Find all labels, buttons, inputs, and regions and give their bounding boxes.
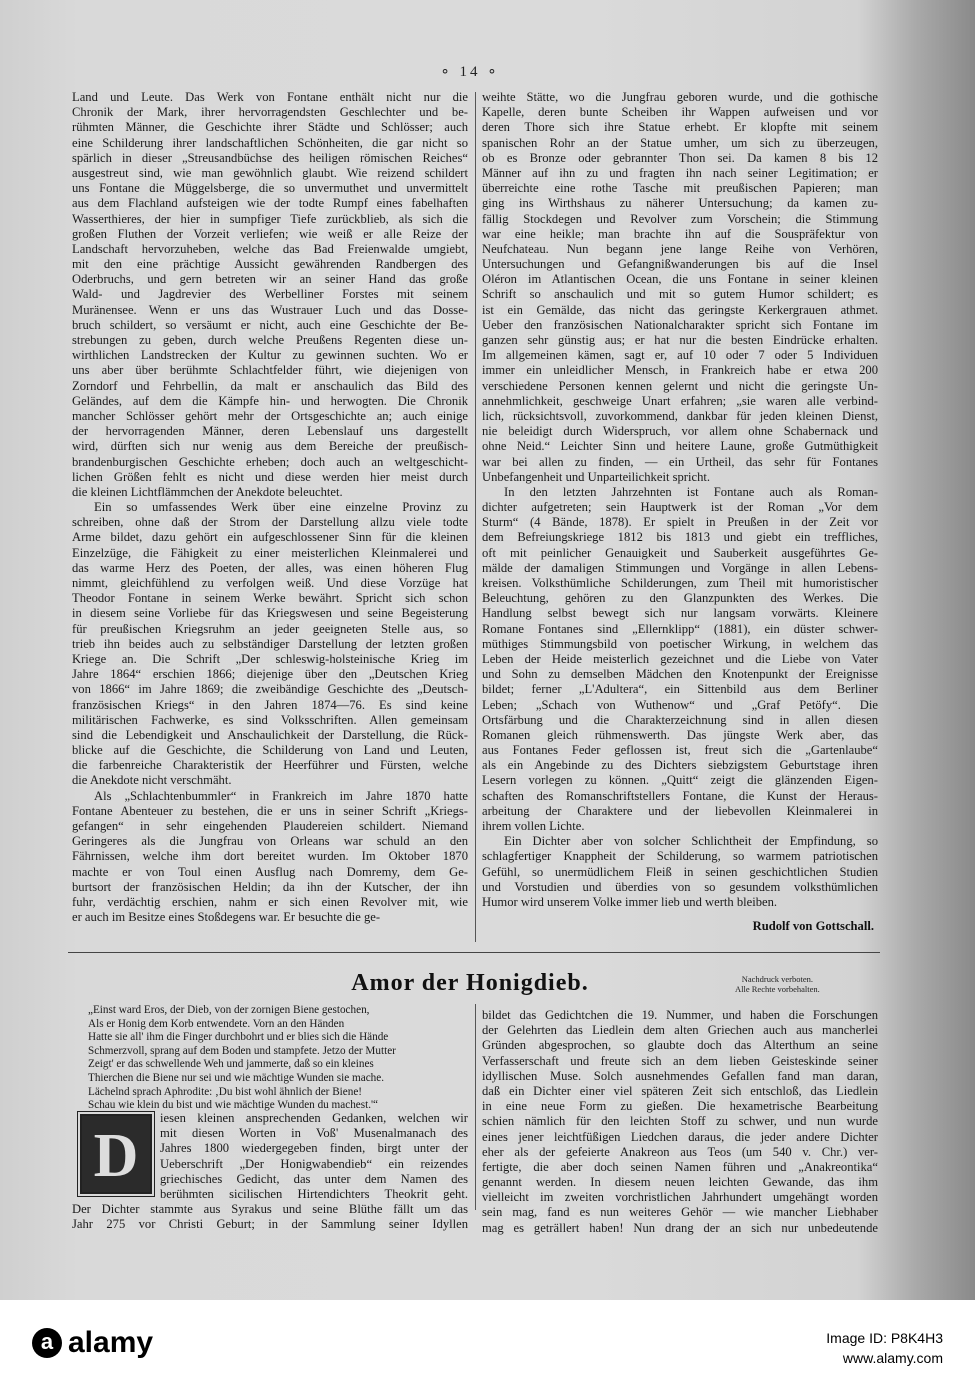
text-line: fuhr, verdächtig erschien, nahm er sich einen Revolver mit, wie (72, 894, 468, 909)
text-line: schaften des Romanschriftstellers Fontane, die Kunst der Heraus- (482, 788, 878, 803)
text-line: trieb ihn beides auch zu selbständiger Darstellung der letzten großen (72, 636, 468, 651)
poem (88, 1004, 464, 1113)
text-line: berühmten sicilischen Hirtendichters Theokrit geht. (160, 1186, 468, 1201)
notice-line: Nachdruck verboten. (741, 974, 813, 984)
text-line: Romanen gleich rühmenswerth. Das jüngste Werk aber, das (482, 727, 878, 742)
text-line: rühmten Männer, die Geschichte ihrer Städte und Schlösser; auch (72, 120, 468, 135)
column-divider (475, 92, 476, 942)
text-line: Verfasserschaft und freute sich an dem lieben Geisteskinde seiner (482, 1053, 878, 1068)
text-line: Ueberschrift „Der Honigwabendieb“ ein reizendes (160, 1156, 468, 1171)
text-line: Ortsfärbung und die Charakterzeichnung sind in allen diesen (482, 712, 878, 727)
text-line: iesen kleinen ansprechenden Gedanken, welchen wir (160, 1111, 468, 1125)
text-line: kreisen. Volksthümliche Schilderungen, zum Theil mit humoristischer (482, 576, 878, 590)
text-line: Ueber den französischen Nationalcharakter spricht sich Fontane im (482, 317, 878, 332)
text-line: nimmt, gleichfühlend zu verfolgen weiß. Und diese Vorzüge hat (72, 576, 468, 590)
text-line: Wasserthieres, der hier in sumpfiger Tiefe zurückblieb, als sich die (72, 211, 468, 226)
text-line: ausgestreut sind, wie man gewöhnlich glaubt. Wie reizend schildert (72, 165, 468, 180)
text-line: lichen Größen fehlt es nicht und diese werden hier meist durch (72, 469, 468, 484)
text-line: eine Schilderung ihrer landschaftlichen Schönheiten, die gar nicht so (72, 135, 468, 150)
text-line: bruch schildert, so versäumt er nicht, auch eine Geschichte der Be- (72, 317, 468, 332)
copyright-notice (735, 974, 820, 994)
text-line: Einzelzüge, die Fähigkeit zu einer meisterlichen Kleinmalerei und (72, 545, 468, 560)
text-line: Schrift so anschaulich und mit so gutem Humor schildert; es (482, 287, 878, 302)
text-line: mälde der damaligen Stimmungen und Vorgänge in allen Lebens- (482, 560, 878, 575)
paragraph (482, 485, 878, 834)
text-line: ihrem vollen Lichte. (482, 819, 585, 833)
text-line: eher als der gefeierte Anakreon aus Teos (um 540 v. Chr.) ver- (482, 1144, 878, 1159)
paragraph (72, 500, 468, 789)
paragraph (482, 834, 878, 910)
text-line: in diesem seine Vorliebe für das Kriegswesen und seine Begeisterung (72, 606, 468, 621)
text-line: In den letzten Jahrzehnten ist Fontane auch als Roman- (504, 484, 878, 499)
text-below-drop-cap (72, 1202, 468, 1232)
text-line: er auch im Besitze eines Stoßdegens war. Er besuchte die ge- (72, 910, 381, 925)
text-line: ist ein Gemälde, das nicht das geringste Kerkergrauen athmet. (482, 302, 878, 317)
text-line: aus Fontanes Feder geflossen ist, freut sich die „Gartenlaube“ (482, 743, 878, 758)
text-line: Hatte sie all' ihm die Finger durchbohrt und er blies sich die Hände (88, 1031, 389, 1044)
text-line: mit diesen Worten in Voß' Musenalmanach des (160, 1126, 468, 1141)
text-line: überreichte eine rothe Tasche mit preußischen Papieren; man (482, 181, 878, 196)
text-line: ohne Neid.“ Leichter Sinn und heitere Laune, große Gutmüthigkeit (482, 439, 878, 454)
text-line: war bei allen zu finden, — ein Urtheil, das sehr für Fontanes (482, 454, 878, 469)
text-line: bildet das Gedichtchen die 19. Nummer, und haben die Forschungen (482, 1008, 878, 1022)
text-line: ob es Bronze oder gebrannter Thon sei. Da kamen 8 bis 12 (482, 150, 878, 165)
text-line: Schmerzvoll, sprang auf dem Boden und stampfete. Jetzo der Mutter (88, 1044, 396, 1057)
text-line: französischen Kriegs“ in den Jahren 1874—76. Es sind keine (72, 697, 468, 712)
text-line: mancher Schlösser gehört mehr der Ortsgeschichte an; auch einige (72, 408, 468, 423)
text-line: Muränensee. Wenn er uns das Wustrauer Luch und das Dosse- (72, 302, 468, 317)
text-line: Geländes, auf dem die Kämpfe hin- und herwogten. Die Chronik (72, 393, 468, 408)
text-line: idyllischen Muse. Solch ausnehmendes Gefallen fand man daran, (482, 1068, 878, 1083)
text-line: dichter aufgetreten; sein Hauptwerk ist der Roman „Vor dem (482, 500, 878, 515)
text-line: Im allgemeinen kämen, sagt er, auf 10 oder 7 oder 5 Individuen (482, 348, 878, 363)
text-line: blicke auf die Geschichte, die Schilderung von Land und Leuten, (72, 743, 468, 758)
paragraph (72, 789, 468, 926)
text-line: Fährnissen, welche ihm dort bereitet wurden. Im Oktober 1870 (72, 849, 468, 864)
text-line: Kriege an. Die Schrift „Der schleswig-holsteinische Krieg im (72, 651, 468, 666)
text-line: Oléron im Atlantischen Ocean, die uns Fontane in seiner kleinen (482, 272, 878, 287)
text-line: wirthlichen Landstrecken der Kultur zu gewinnen suchten. Wo er (72, 348, 468, 363)
text-line: Land und Leute. Das Werk von Fontane enthält nicht nur die (72, 90, 468, 104)
text-line: der Gelehrten das Liedlein dem alten Griechen auch aus mancherlei (482, 1023, 878, 1038)
text-line: wird, dürften sich nur wenig aus dem Bereiche der preußisch- (72, 439, 468, 454)
text-line: Als er Honig dem Korb entwendete. Vorn an den Händen (88, 1017, 345, 1030)
article-right-column (482, 90, 878, 910)
logo-text: alamy (68, 1326, 154, 1359)
logo-mark-icon: a (32, 1328, 62, 1358)
text-line: Als „Schlachtenbummler“ in Frankreich im Jahre 1870 hatte (94, 788, 468, 803)
article-title: Amor der Honigdieb. (351, 970, 589, 996)
text-line: Gründen abgesprochen, so glaubte doch das Alterthum an seine (482, 1038, 878, 1053)
text-line: Lesern vorlegen zu können. „Quitt“ zeigt die glänzenden Eigen- (482, 773, 878, 788)
text-line: Zeigt' er das schwellende Weh und jammerte, daß so ein kleines (88, 1058, 374, 1071)
text-line: großen Fluthen der Vorzeit verliefen; wie weiß er alle Reize der (72, 226, 468, 241)
text-line: der hervorragenden Männer, deren Lebenslauf uns dargestellt (72, 424, 468, 439)
text-line: schlagfertiger Knappheit der Schilderung, so warmem patriotischen (482, 849, 878, 864)
text-line: die farbenreiche Charakteristik der Heerführer und Fürsten, welche (72, 758, 468, 773)
text-line: das warme Herz des Poeten, der alles, was einen höheren Flug (72, 560, 468, 575)
article2-right-column (482, 1008, 878, 1236)
text-line: sind die Lebendigkeit und Anschaulichkeit der Darstellung, die Rück- (72, 727, 468, 742)
text-line: und Vorstudien und überdies von so gesundem volksthümlichen (482, 879, 878, 894)
text-line: weihte Stätte, wo die Jungfrau geboren wurde, und die gothische (482, 90, 878, 104)
text-line: oft mit peinlicher Genauigkeit und Sauberkeit ausgeführtes Ge- (482, 545, 878, 560)
text-line: mit den eine prächtige Aussicht gewährenden Randbergen des (72, 257, 468, 272)
text-line: aus dem Flachland aufsteigen wie der todte Rumpf eines fabelhaften (72, 196, 468, 211)
text-line: sein mag, fand es nun weiteres Gehör — wie mancher Liebhaber (482, 1205, 878, 1220)
ornamental-drop-cap: D (80, 1114, 152, 1194)
text-line: als ein Angebinde zu des Dichters siebzigstem Geburtstage ihren (482, 758, 878, 773)
text-line: Neufchateau. Nun begann jene lange Reihe von Verhören, (482, 241, 878, 256)
text-line: fertigte, die aber doch seinen Namen führen und „Anakreontika“ (482, 1159, 878, 1174)
text-line: Fontane Abenteuer zu bestehen, die er uns in seiner Schrift „Kriegs- (72, 803, 468, 818)
text-line: vielleicht im zweiten vorchristlichen Jahrhundert umgehängt worden (482, 1190, 878, 1205)
text-line: spärlich in dieser „Streusandbüchse des heiligen römischen Reiches“ (72, 150, 468, 165)
text-line: in eine neue Form zu gießen. Die hexametrische Bearbeitung (482, 1099, 878, 1114)
article-left-column (72, 90, 468, 925)
text-beside-drop-cap (160, 1111, 468, 1202)
text-line: mag es geträllert haben! Nun drang der an sich nur unbedeutende (482, 1220, 878, 1235)
text-line: uns aber über berühmte Schlachtfelder führt, wie diejenigen von (72, 363, 468, 378)
text-line: die Anekdote nicht verschmäht. (72, 773, 232, 788)
notice-line: Alle Rechte vorbehalten. (735, 984, 820, 994)
text-line: die kleinen Lichtflämmchen der Anekdote beleuchtet. (72, 484, 343, 499)
text-line: Gefühl, so unermüdlichem Fleiß in seinen geschichtlichen Studien (482, 864, 878, 879)
text-line: Handlung selbst bewegt sich nur langsam vorwärts. Kleinere (482, 606, 878, 621)
text-line: Untersuchungen und Gefangnißwanderungen bis auf die Insel (482, 257, 878, 272)
text-line: Unbefangenheit und Unparteilichkeit spricht. (482, 469, 711, 484)
page-number: ∘ 14 ∘ (440, 64, 500, 80)
text-line: Leben; „Schach von Wuthenow“ und „Graf Petöfy“. Die (482, 697, 878, 712)
paragraph (72, 90, 468, 500)
text-line: militärischen Fachwerke, es sind Volksschriften. Allen gemeinsam (72, 712, 468, 727)
text-line: Schau wie klein du bist und wie mächtige Wunden du machest.'“ (88, 1099, 378, 1112)
text-line: arbeitung der Charaktere und der liebevollen Kleinmalerei in (482, 803, 878, 818)
text-line: Der Dichter stammte aus Syrakus und seine Blüthe fällt um das (72, 1202, 468, 1216)
text-line: „Einst ward Eros, der Dieb, von der zornigen Biene gestochen, (88, 1004, 370, 1016)
text-line: Romane Fontanes sind „Ellernklipp“ (1881), ein düster schwer- (482, 621, 878, 636)
text-line: immer ein unleidlicher Mensch, in Frankreich habe er etwa 200 (482, 363, 878, 378)
text-line: gefangen“ in sehr eingehenden Plaudereien schildert. Niemand (72, 819, 468, 833)
text-line: ganzen sehr günstig aus; er hat nur die besten Eindrücke erhalten. (482, 333, 878, 347)
text-line: und Sohn zu demselben Mädchen den Knotenpunkt der Ereignisse (482, 667, 878, 682)
text-line: Lächelnd sprach Aphrodite: ‚Du bist wohl ähnlich der Biene! (88, 1085, 363, 1098)
text-line: burtsort der französischen Heldin; da ihn der Kutscher, der ihn (72, 879, 468, 894)
text-line: Chronik der Mark, ihrer hervorragendsten Geschlechter und be- (72, 105, 468, 120)
text-line: lich, rücksichtsvoll, zuvorkommend, dankbar für jeden kleinen Dienst, (482, 408, 878, 423)
text-line: Geringeres als die Jungfrau von Orleans war schuld an den (72, 834, 468, 849)
text-line: eines jener leichtfüßigen Liedchen daraus, die jeder andere Dichter (482, 1129, 878, 1144)
site-url: www.alamy.com (842, 1350, 943, 1366)
text-line: dem Befreiungskriege 1812 bis 1813 und giebt ein treffliches, (482, 530, 878, 545)
text-line: Zorndorf und Fehrbellin, da malt er anschaulich das Bild des (72, 378, 468, 393)
text-line: Sturm“ (4 Bände, 1878). Er spielt in Preußen in der Zeit vor (482, 515, 878, 530)
text-line: uns Fontane die Müggelsberge, die so unvermuthet und unvermittelt (72, 181, 468, 196)
text-line: Theodor Fontane in seinem Werke bewährt. Spricht sich schon (72, 591, 468, 606)
text-line: ging ins Wirthshaus zu näherer Untersuchung; da kamen zu- (482, 196, 878, 211)
text-line: Kapelle, deren bunte Scheiben ihr Wappen aufweisen und vor (482, 105, 878, 120)
text-line: Arme bildet, dazu gehört ein aufgeschlossener Sinn für die kleinen (72, 530, 468, 545)
alamy-logo (32, 1326, 153, 1360)
text-line: deren Thore sich ihre Statue erhebt. Er klopfte mit seinem (482, 120, 878, 135)
text-line: schreiben, ohne daß der Strom der Darstellung allzu viele todte (72, 515, 468, 530)
text-line: Ein Dichter aber von solcher Schlichtheit der Empfindung, so (504, 834, 878, 849)
text-line: genannt werden. In diesem neuen leichten Gewande, das ihm (482, 1175, 878, 1190)
image-info (826, 1328, 943, 1368)
text-line: spanischen Rohr an der Statue umher, um sich zu überzeugen, (482, 135, 878, 150)
text-line: strebungen zu geben, durch welche Preußens Regenten diese un- (72, 333, 468, 347)
text-line: verschiedene Personen kennen gelernt und nicht die geringste Un- (482, 378, 878, 393)
author-signature: Rudolf von Gottschall. (752, 919, 874, 933)
text-line: machte er von Toul einen Ausflug nach Domremy, dem Ge- (72, 864, 468, 879)
section-divider (68, 952, 880, 953)
text-line: Landschaft hervorzuheben, welche das Bad Freienwalde umgiebt, (72, 241, 468, 256)
text-line: Oderbruchs, und gern betreten wir an seiner Hand das große (72, 272, 468, 287)
image-id: Image ID: P8K4H3 (826, 1330, 943, 1346)
text-line: nie beleidigt durch Widerspruch, vor allem ohne Schabernack und (482, 424, 878, 439)
text-line: war eine heikle; man brachte ihn auf die Souspräfektur von (482, 226, 878, 241)
column-divider (475, 1004, 476, 1210)
text-line: Leben der Heide meisterlich gezeichnet und die Liebe von Vater (482, 651, 878, 666)
text-line: fällig Stockdegen und Revolver zum Vorschein; die Stimmung (482, 211, 878, 226)
text-line: von 1866“ im Jahre 1869; die zweibändige Geschichte des „Deutsch- (72, 682, 468, 697)
text-line: Jahres 1800 wiedergegeben finden, birgt unter der (160, 1141, 468, 1156)
text-line: brandenburgischen Geschichte erheben; doch auch an weltgeschicht- (72, 454, 468, 469)
text-line: Wald- und Jagdrevier des Werbelliner Forstes mit seinem (72, 287, 468, 302)
text-line: Beleuchtung, gehören zu den Glanzpunkten des Werkes. Die (482, 591, 878, 606)
text-line: bildet; ferner „L'Adultera“, ein Sittenbild aus dem Berliner (482, 682, 878, 697)
text-line: daß ein Dichter einer viel späteren Zeit sich entschloß, das Liedlein (482, 1083, 878, 1098)
text-line: müthiges Stimmungsbild von poetischer Wirkung, in welchem das (482, 636, 878, 651)
text-line: für preußischen Kriegsruhm an jeder geeigneten Stelle aus, so (72, 621, 468, 636)
text-line: griechisches Gedicht, das unter dem Namen des (160, 1171, 468, 1186)
text-line: Humor wird unserem Volke immer lieb und werth bleiben. (482, 894, 778, 909)
watermark-footer (0, 1300, 975, 1390)
text-line: Ein so umfassendes Werk über eine einzelne Provinz zu (94, 500, 468, 515)
paragraph (482, 90, 878, 485)
text-line: annehmlichkeit, geschweige Unart erfahren; „sie waren alle verbind- (482, 393, 878, 408)
text-line: Jahr 275 vor Christi Geburt; in der Sammlung seiner Idyllen (72, 1217, 468, 1232)
text-line: Männer auf ihn zu und fragten ihn nach seiner Legitimation; er (482, 165, 878, 180)
text-line: Jahre 1864“ erschien 1866; diejenige über den „Deutschen Krieg (72, 667, 468, 682)
text-line: schien nämlich für den leichten Stoff zu schwer, und nun wurde (482, 1114, 878, 1129)
text-line: Thierchen die Biene nur sei und wie mächtige Wunden sie mache. (88, 1071, 385, 1084)
